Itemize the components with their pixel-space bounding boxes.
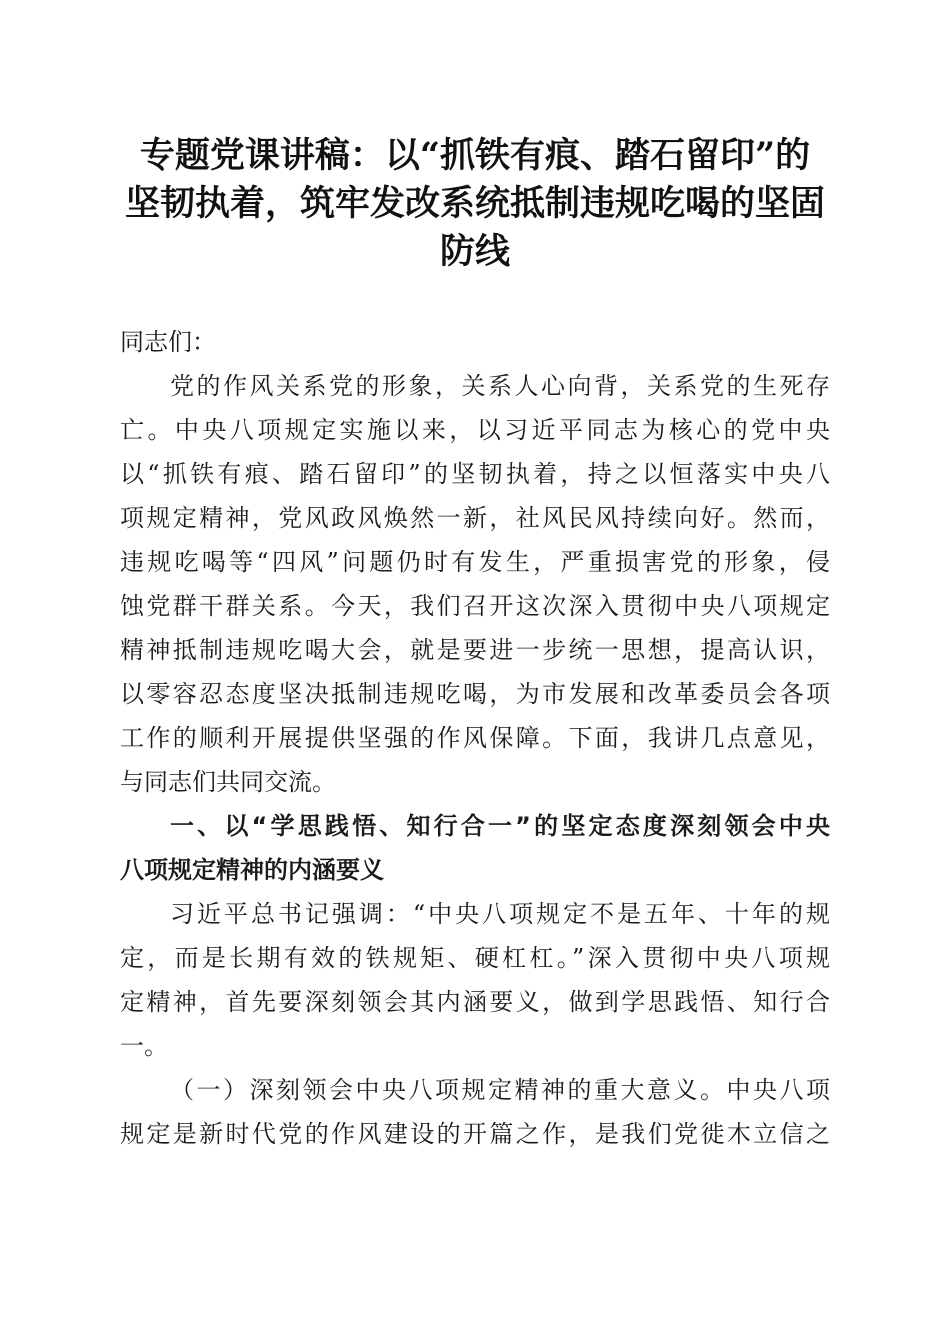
paragraph-line: 亡。中央八项规定实施以来，以习近平同志为核心的党中央 [120, 416, 830, 444]
paragraph-1 [120, 364, 830, 804]
paragraph-line: （一）深刻领会中央八项规定精神的重大意义。中央八项 [170, 1076, 830, 1104]
title-line-3: 防线 [439, 231, 510, 272]
paragraph-line: 一。 [120, 1032, 168, 1060]
paragraph-line: 工作的顺利开展提供坚强的作风保障。下面，我讲几点意见， [120, 724, 830, 752]
section-heading-1 [120, 804, 830, 892]
paragraph-line: 定，而是长期有效的铁规矩、硬杠杠。”深入贯彻中央八项规 [120, 944, 830, 972]
paragraph-line: 定精神，首先要深刻领会其内涵要义，做到学思践悟、知行合 [120, 988, 830, 1016]
paragraph-line: 违规吃喝等“四风”问题仍时有发生，严重损害党的形象，侵 [120, 548, 830, 576]
paragraph-line: 规定是新时代党的作风建设的开篇之作，是我们党徙木立信之 [120, 1120, 830, 1148]
paragraph-line: 项规定精神，党风政风焕然一新，社风民风持续向好。然而， [120, 504, 830, 532]
paragraph-line: 以“抓铁有痕、踏石留印”的坚韧执着，持之以恒落实中央八 [120, 460, 830, 488]
paragraph-3 [120, 1068, 830, 1156]
paragraph-2 [120, 892, 830, 1068]
paragraph-line: 精神抵制违规吃喝大会，就是要进一步统一思想，提高认识， [120, 636, 830, 664]
paragraph-line: 蚀党群干群关系。今天，我们召开这次深入贯彻中央八项规定 [120, 592, 830, 620]
title-line-1: 专题党课讲稿：以“抓铁有痕、踏石留印”的 [139, 135, 811, 176]
heading-line: 八项规定精神的内涵要义 [120, 856, 384, 884]
paragraph-line: 以零容忍态度坚决抵制违规吃喝，为市发展和改革委员会各项 [120, 680, 830, 708]
paragraph-line: 习近平总书记强调：“中央八项规定不是五年、十年的规 [170, 900, 830, 928]
heading-line: 一、以“学思践悟、知行合一”的坚定态度深刻领会中央 [170, 812, 830, 840]
title-line-2: 坚韧执着，筑牢发改系统抵制违规吃喝的坚固 [124, 183, 825, 224]
salutation: 同志们： [120, 328, 216, 356]
document-body [120, 320, 830, 1156]
paragraph-line: 与同志们共同交流。 [120, 768, 336, 796]
paragraph-line: 党的作风关系党的形象，关系人心向背，关系党的生死存 [170, 372, 830, 400]
document-title [110, 132, 840, 276]
